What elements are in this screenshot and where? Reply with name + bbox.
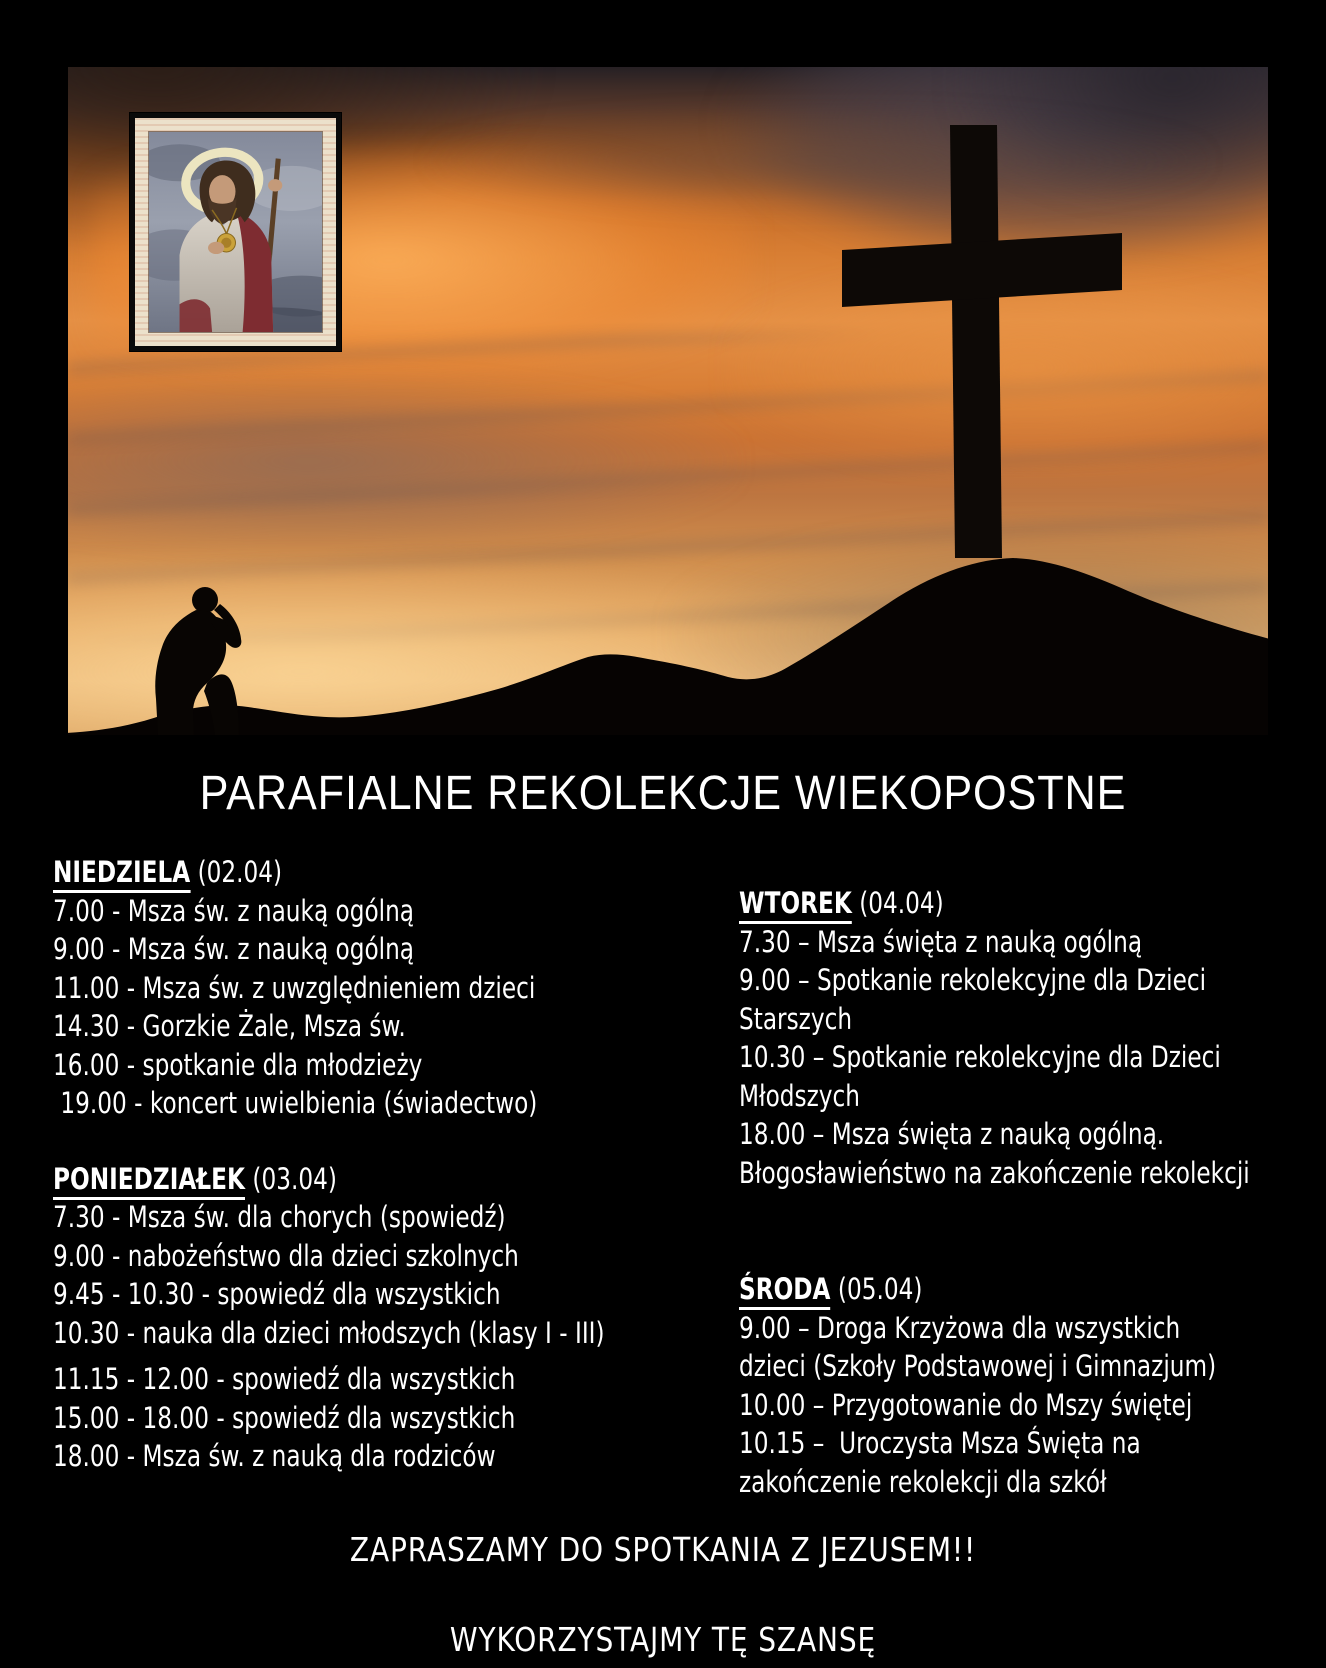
schedule-entry: [53, 1007, 605, 1046]
hill-silhouette: [68, 558, 1268, 735]
schedule-entry: [53, 1084, 605, 1123]
schedule-entry: [53, 930, 605, 969]
schedule-line: Starszych: [739, 1001, 853, 1036]
schedule-entry: [53, 1437, 605, 1476]
schedule-line: 10.30 – Spotkanie rekolekcyjne dla Dzieci: [739, 1040, 1221, 1074]
schedule-entry: [53, 1360, 605, 1399]
schedule-line: 7.30 – Msza święta z nauką ogólną: [739, 924, 1143, 959]
day-header: [53, 1160, 605, 1199]
schedule-entry: [53, 1237, 605, 1276]
schedule-line: 10.00 – Przygotowanie do Mszy świętej: [739, 1387, 1193, 1422]
schedule-line: 9.45 - 10.30 - spowiedź dla wszystkich: [53, 1277, 501, 1311]
schedule-entry: [53, 1046, 605, 1085]
saint-portrait: [148, 131, 323, 333]
schedule-entry: [53, 1275, 605, 1314]
cross-silhouette: [842, 125, 1122, 558]
portrait-mat: [135, 118, 336, 346]
hero-photo: [68, 67, 1268, 735]
day-header: [53, 853, 605, 892]
schedule-entry: [53, 892, 605, 931]
schedule-entry: [53, 1399, 605, 1438]
schedule-column-right: [739, 884, 1250, 1501]
day-section-poniedziałek: [53, 1160, 605, 1476]
schedule-line: 11.00 - Msza św. z uwzględnieniem dzieci: [53, 970, 536, 1005]
day-section-niedziela: [53, 853, 605, 1123]
schedule-line: 16.00 - spotkanie dla młodzieży: [53, 1047, 423, 1082]
day-header: [739, 1270, 1250, 1309]
schedule-line: Młodszych: [739, 1078, 860, 1113]
day-section-środa: [739, 1270, 1250, 1501]
schedule-line: 18.00 – Msza święta z nauką ogólną.: [739, 1117, 1165, 1151]
portrait-frame: [130, 113, 341, 351]
schedule-entry: [739, 961, 1250, 1038]
schedule-line: 7.30 - Msza św. dla chorych (spowiedź): [53, 1200, 506, 1234]
schedule-line: 9.00 – Spotkanie rekolekcyjne dla Dzieci: [739, 963, 1207, 997]
schedule-entry: [739, 1309, 1250, 1386]
schedule-line: zakończenie rekolekcji dla szkół: [739, 1464, 1107, 1499]
footer-invite: ZAPRASZAMY DO SPOTKANIA Z JEZUSEM!!: [349, 1530, 977, 1569]
schedule-entry: [739, 1115, 1250, 1192]
schedule-line: 9.00 – Droga Krzyżowa dla wszystkich: [739, 1310, 1181, 1345]
schedule-line: 10.30 - nauka dla dzieci młodszych (klasy I - III): [53, 1315, 605, 1350]
day-name: PONIEDZIAŁEK: [53, 1162, 245, 1200]
schedule-line: 9.00 - Msza św. z nauką ogólną: [53, 932, 415, 966]
schedule-line: 10.15 – Uroczysta Msza Święta na: [739, 1426, 1141, 1460]
schedule-entry: [53, 1198, 605, 1237]
schedule-entry: [739, 1424, 1250, 1501]
schedule-column-left: [53, 853, 605, 1476]
page-title: PARAFIALNE REKOLEKCJE WIEKOPOSTNE: [199, 767, 1127, 820]
schedule-line: 19.00 - koncert uwielbienia (świadectwo): [53, 1086, 538, 1120]
day-date: (04.04): [851, 886, 944, 920]
day-name: NIEDZIELA: [53, 855, 190, 893]
schedule-line: 18.00 - Msza św. z nauką dla rodziców: [53, 1439, 496, 1473]
day-header: [739, 884, 1250, 923]
schedule-line: 7.00 - Msza św. z nauką ogólną: [53, 893, 415, 928]
raised-hand: [268, 179, 282, 191]
day-date: (05.04): [830, 1272, 923, 1306]
day-date: (02.04): [190, 855, 283, 889]
schedule-line: dzieci (Szkoły Podstawowej i Gimnazjum): [739, 1349, 1217, 1383]
schedule-line: 9.00 - nabożeństwo dla dzieci szkolnych: [53, 1238, 519, 1273]
schedule-entry: [739, 1038, 1250, 1115]
day-name: ŚRODA: [739, 1272, 831, 1310]
chest-hand: [208, 242, 224, 254]
schedule-entry: [739, 923, 1250, 962]
day-name: WTOREK: [739, 886, 852, 924]
day-section-wtorek: [739, 884, 1250, 1192]
footer-chance: WYKORZYSTAJMY TĘ SZANSĘ: [449, 1620, 877, 1659]
schedule-line: Błogosławieństwo na zakończenie rekolekcji: [739, 1155, 1250, 1190]
schedule-entry: [53, 1314, 605, 1353]
day-date: (03.04): [245, 1161, 337, 1196]
schedule-entry: [53, 969, 605, 1008]
schedule-line: 11.15 - 12.00 - spowiedź dla wszystkich: [53, 1362, 516, 1396]
schedule-line: 15.00 - 18.00 - spowiedź dla wszystkich: [53, 1400, 516, 1435]
schedule-line: 14.30 - Gorzkie Żale, Msza św.: [53, 1009, 406, 1043]
schedule-entry: [739, 1386, 1250, 1425]
